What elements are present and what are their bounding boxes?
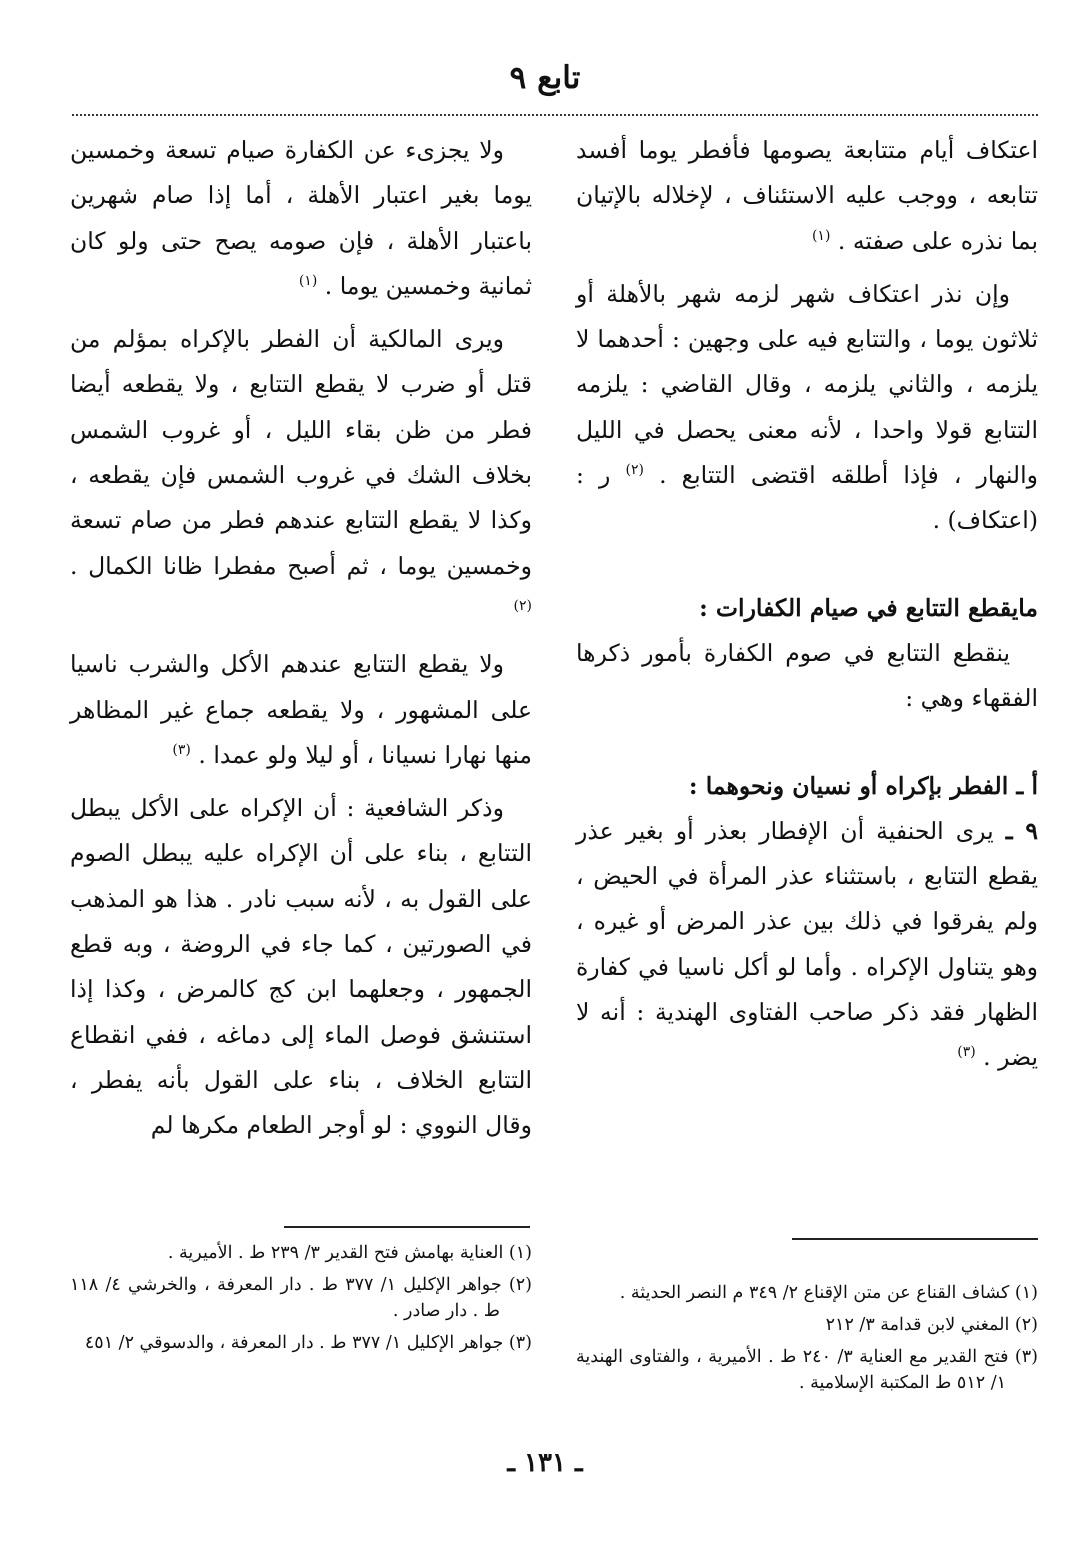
right-paragraph-4-text: يرى الحنفية أن الإفطار بعذر أو بغير عذر يقطع التتابع ، باستثناء عذر المرأة في الحيض ، ولم يفرقوا في ذلك بين عذر المرض أو غيره ، وهو يتناول الإكراه . وأما لو أكل ناسيا في كفارة الظهار فقد ذكر صاحب الفتاوى الهندية : أنه لا يضر . <box>576 816 1038 1072</box>
footnote-ref: (٢) <box>625 462 644 479</box>
footnote-ref: (٣) <box>957 1044 976 1061</box>
paragraph-number: ٩ ـ <box>1005 816 1038 845</box>
header-divider <box>72 114 1038 116</box>
left-paragraph-3-text: ولا يقطع التتابع عندهم الأكل والشرب ناسيا على المشهور ، ولا يقطعه جماع غير المظاهر منها نهارا نسيانا ، أو ليلا ولو عمدا . <box>70 650 532 769</box>
left-paragraph-2-text: ويرى المالكية أن الفطر بالإكراه بمؤلم من قتل أو ضرب لا يقطع التتابع ، ولا يقطعه أيضا فطر من ظن بقاء الليل ، أو غروب الشمس بخلاف الشك في غروب الشمس فإن يقطعه ، وكذا لا يقطع التتابع عندهم فطر من صام تسعة وخمسين يوما ، ثم أصبح مفطرا ظانا الكمال . <box>70 325 532 580</box>
footnote-item: (١) كشاف القناع عن متن الإقناع ٢/ ٣٤٩ م النصر الحديثة . <box>619 1283 1038 1303</box>
section-heading-2: أ ـ الفطر بإكراه أو نسيان ونحوهما : <box>688 771 1038 800</box>
footnote-ref: (١) <box>811 227 831 244</box>
footnote-ref: (٣) <box>172 742 191 759</box>
footnote-item: (٣) فتح القدير مع العناية ٣/ ٢٤٠ ط . الأميرية ، والفتاوى الهندية ١/ ٥١٢ ط المكتبة الإسلامية . <box>576 1347 1038 1393</box>
footnote-item: (١) العناية بهامش فتح القدير ٣/ ٢٣٩ ط . الأميرية . <box>167 1243 532 1263</box>
footnote-item: (٢) المغني لابن قدامة ٣/ ٢١٢ <box>825 1315 1038 1335</box>
left-paragraph-2 <box>70 317 532 634</box>
page-number: ـ ١٣١ ـ <box>507 1448 583 1478</box>
right-paragraph-1 <box>576 128 1038 264</box>
right-column <box>576 128 1038 1089</box>
left-paragraph-1-text: ولا يجزىء عن الكفارة صيام تسعة وخمسين يوما بغير اعتبار الأهلة ، أما إذا صام شهرين باعتبار الأهلة ، فإن صومه يصح حتى ولو كان ثمانية وخمسين يوما . <box>70 136 532 300</box>
footnotes-right <box>576 1280 1038 1402</box>
left-paragraph-4: وذكر الشافعية : أن الإكراه على الأكل يبطل التتابع ، بناء على أن الإكراه عليه يبطل الصوم على القول به ، لأنه سبب نادر . هذا هو المذهب في الصورتين ، كما جاء في الروضة ، وبه قطع الجمهور ، وجعلهما ابن كج كالمرض ، وكذا إذا استنشق فوصل الماء إلى دماغه ، ففي انقطاع التتابع الخلاف ، بناء على القول بأنه يفطر ، وقال النووي : لو أوجر الطعام مكرها لم <box>70 794 532 1140</box>
spacer <box>576 730 1038 764</box>
section-heading-1: مايقطع التتابع في صيام الكفارات : <box>699 593 1038 622</box>
page-title: تابع ٩ <box>509 60 581 96</box>
right-paragraph-4 <box>576 809 1038 1081</box>
right-paragraph-3: ينقطع التتابع في صوم الكفارة بأمور ذكرها الفقهاء وهي : <box>576 638 1038 713</box>
footnote-ref: (٢) <box>513 598 532 615</box>
footnote-item: (٣) جواهر الإكليل ١/ ٣٧٧ ط . دار المعرفة ، والدسوقي ٢/ ٤٥١ <box>84 1333 532 1353</box>
right-paragraph-2-text: وإن نذر اعتكاف شهر لزمه شهر بالأهلة أو ثلاثون يوما ، والتتابع فيه على وجهين : أحدهما لا يلزمه ، والثاني يلزمه ، وقال القاضي : يلزمه التتابع قولا واحدا ، لأنه معنى يحصل في الليل والنهار ، فإذا أطلقه اقتضى التتابع . <box>576 279 1038 490</box>
left-paragraph-1 <box>70 128 532 309</box>
footnote-divider-right <box>792 1238 1038 1240</box>
right-paragraph-2-tail: ر : (اعتكاف) . <box>576 461 1038 535</box>
right-paragraph-2 <box>576 272 1038 544</box>
left-column <box>70 128 532 1157</box>
right-paragraph-1-text: اعتكاف أيام متتابعة يصومها فأفطر يوما أفسد تتابعه ، ووجب عليه الاستئناف ، لإخلاله بالإتيان بما نذره على صفته . <box>576 136 1038 255</box>
footnote-item: (٢) جواهر الإكليل ١/ ٣٧٧ ط . دار المعرفة ، والخرشي ٤/ ١١٨ ط . دار صادر . <box>70 1275 532 1321</box>
footnote-ref: (١) <box>298 273 318 290</box>
left-paragraph-3 <box>70 642 532 778</box>
footnote-divider-left <box>284 1226 530 1228</box>
footnotes-left <box>70 1240 532 1362</box>
spacer <box>576 552 1038 586</box>
